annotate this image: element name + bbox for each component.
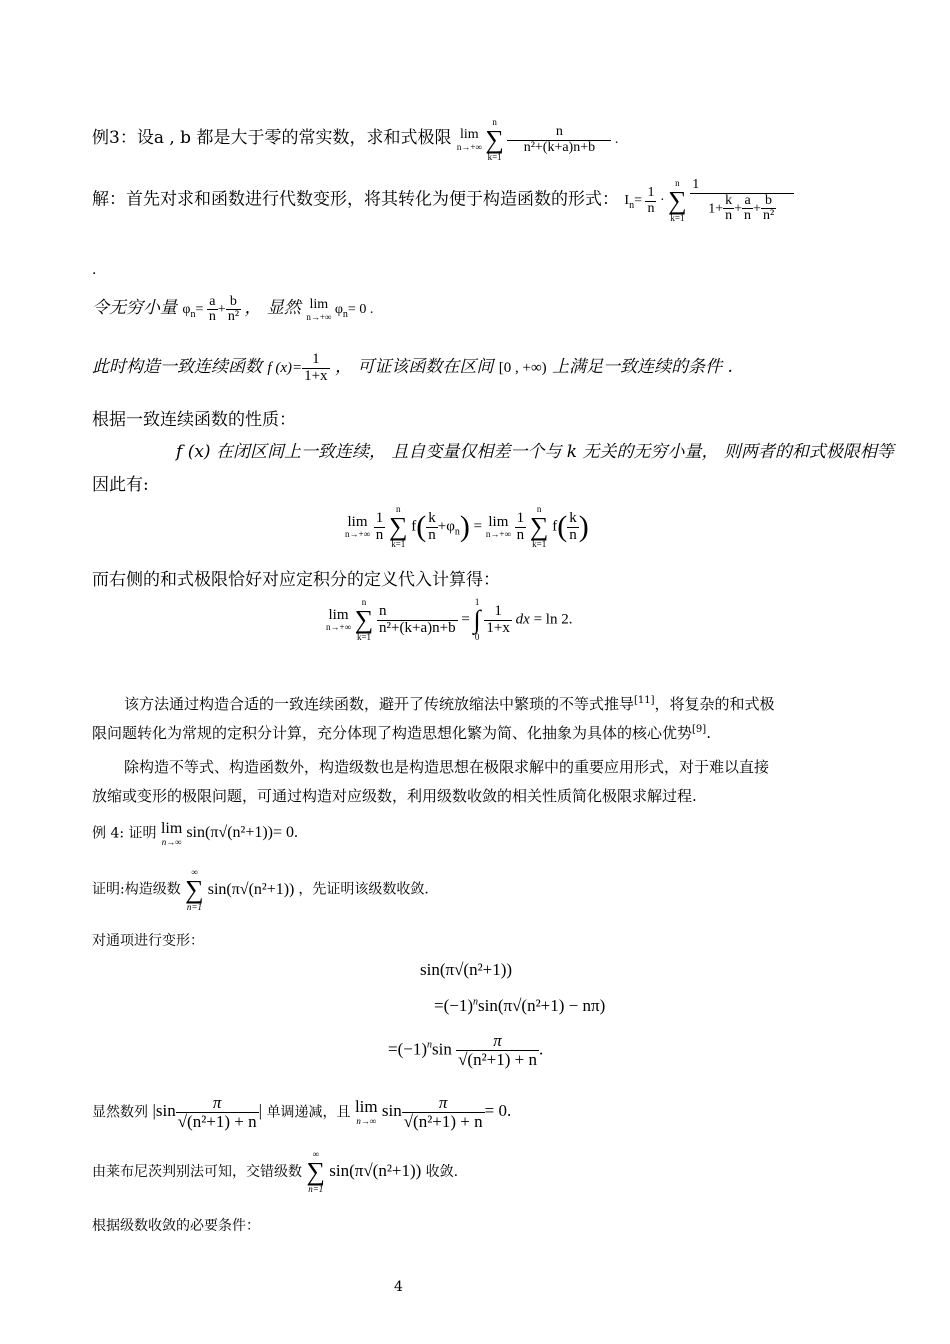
infinitesimal-line: 令无穷小量 $\varphi_n=$ $\frac{a}{n}$ + $\frac{b}{\text{n²}}$ ， 显然 lim n→+∞ $\varphi_n= 0$ . (92, 293, 374, 325)
construct-line: 此时构造一致连续函数 f (x)= $\frac{1}{1+x}$ ， 可证该函数在区间 [0 , +∞) 上满足一致连续的条件 . (92, 351, 733, 385)
paragraph-1-line-1: 该方法通过构造合适的一致连续函数，避开了传统放缩法中繁琐的不等式推导[11]，将复杂的和式极 (124, 695, 775, 713)
sum-operator: n ∑ k=1 (485, 117, 504, 162)
example-4-line: 例 4: 证明 lim n→∞ sin(π√(n²+1))= 0. (92, 820, 299, 847)
example-3-line: 例3：设a , b 都是大于零的常实数，求和式极限 lim n→+∞ n ∑ k=1 $\frac{n}{\text{n²+(k+a)n+b}}$ . (92, 117, 619, 162)
page-number: 4 (394, 1279, 403, 1295)
paragraph-2-line-2: 放缩或变形的极限问题，可通过构造对应级数，利用级数收敛的相关性质简化极限求解过程. (92, 787, 697, 805)
leibniz-line: 由莱布尼茨判别法可知，交错级数 ∞ ∑ n=1 sin(π√(n²+1)) 收敛. (92, 1149, 459, 1194)
proof-line: 证明:构造级数 ∞ ∑ n=1 sin(π√(n²+1)) ，先证明该级数收敛. (92, 867, 429, 912)
fraction: 1 1+ $\frac{k}{n}$ + $\frac{a}{n}$ + $\frac{b}{\text{n²}}$ (690, 178, 794, 224)
rhs-text: 而右侧的和式极限恰好对应定积分的定义代入计算得： (92, 570, 500, 590)
equation-1: lim n→+∞ $\frac{1}{n}$ n ∑ k=1 f( $\frac{k}{n}$ $+\varphi_n) = \lim$ n→+∞ $\frac{1}{n}$ n ∑ k=1 f( $\frac{k}{n}$ ) (345, 504, 589, 549)
paragraph-1-line-2: 限问题转化为常规的定积分计算，充分体现了构造思想化繁为简、化抽象为具体的核心优势[9]. (92, 724, 711, 742)
step-3: $=(-1)^n\sin$ $\frac{\pi}{\text{√(n²+1) + n}}$ . (388, 1031, 544, 1069)
sum-operator: n ∑ k=1 (668, 178, 687, 224)
necessary-condition-text: 根据级数收敛的必要条件： (92, 1218, 260, 1234)
step-2: $=(-1)^n\sin(\pi√(n^2+1) - n\pi)$ (434, 996, 606, 1015)
example-3-label: 例3：设a , b 都是大于零的常实数，求和式极限 (92, 128, 452, 149)
trailing-dot: . (92, 262, 97, 278)
transform-text: 对通项进行变形： (92, 933, 204, 949)
property-text: f (x) 在闭区间上一致连续， 且自变量仅相差一个与 k 无关的无穷小量， 则两者的和式极限相等 (176, 442, 894, 462)
fraction: $\frac{1}{n}$ (647, 184, 655, 216)
equation-2: lim n→+∞ n ∑ k=1 $\frac{n}{\text{n²+(k+a)n+b}}$ = 1 ∫ 0 $\frac{1}{1+x}$ dx = ln 2. (326, 597, 573, 642)
limit-operator: lim n→+∞ (456, 127, 482, 152)
property-title: 根据一致连续函数的性质： (92, 410, 296, 430)
therefore-text: 因此有: (92, 475, 149, 495)
paragraph-2-line-1: 除构造不等式、构造函数外，构造级数也是构造思想在极限求解中的重要应用形式，对于难以直接 (124, 758, 770, 776)
fraction: $\frac{n}{\text{n²+(k+a)n+b}}$ (507, 125, 611, 155)
solution-line: 解：首先对求和函数进行代数变形，将其转化为便于构造函数的形式： $I_n=$ $\frac{1}{n}$ · n ∑ k=1 1 1+ $\frac{k}{n}$ + $\frac{a}{n}$ + $\frac{b}{\text{n²}}$ (92, 178, 794, 224)
step-1: sin(π√(n²+1)) (420, 960, 513, 979)
monotonic-line: 显然数列 |sin $\frac{\pi}{\text{√(n²+1) + n}}$ | 单调递减，且 lim n→∞ sin $\frac{\pi}{\text{√(n²+1) + n}}$ = 0. (92, 1093, 512, 1131)
solution-text: 解：首先对求和函数进行代数变形，将其转化为便于构造函数的形式： (92, 189, 619, 210)
